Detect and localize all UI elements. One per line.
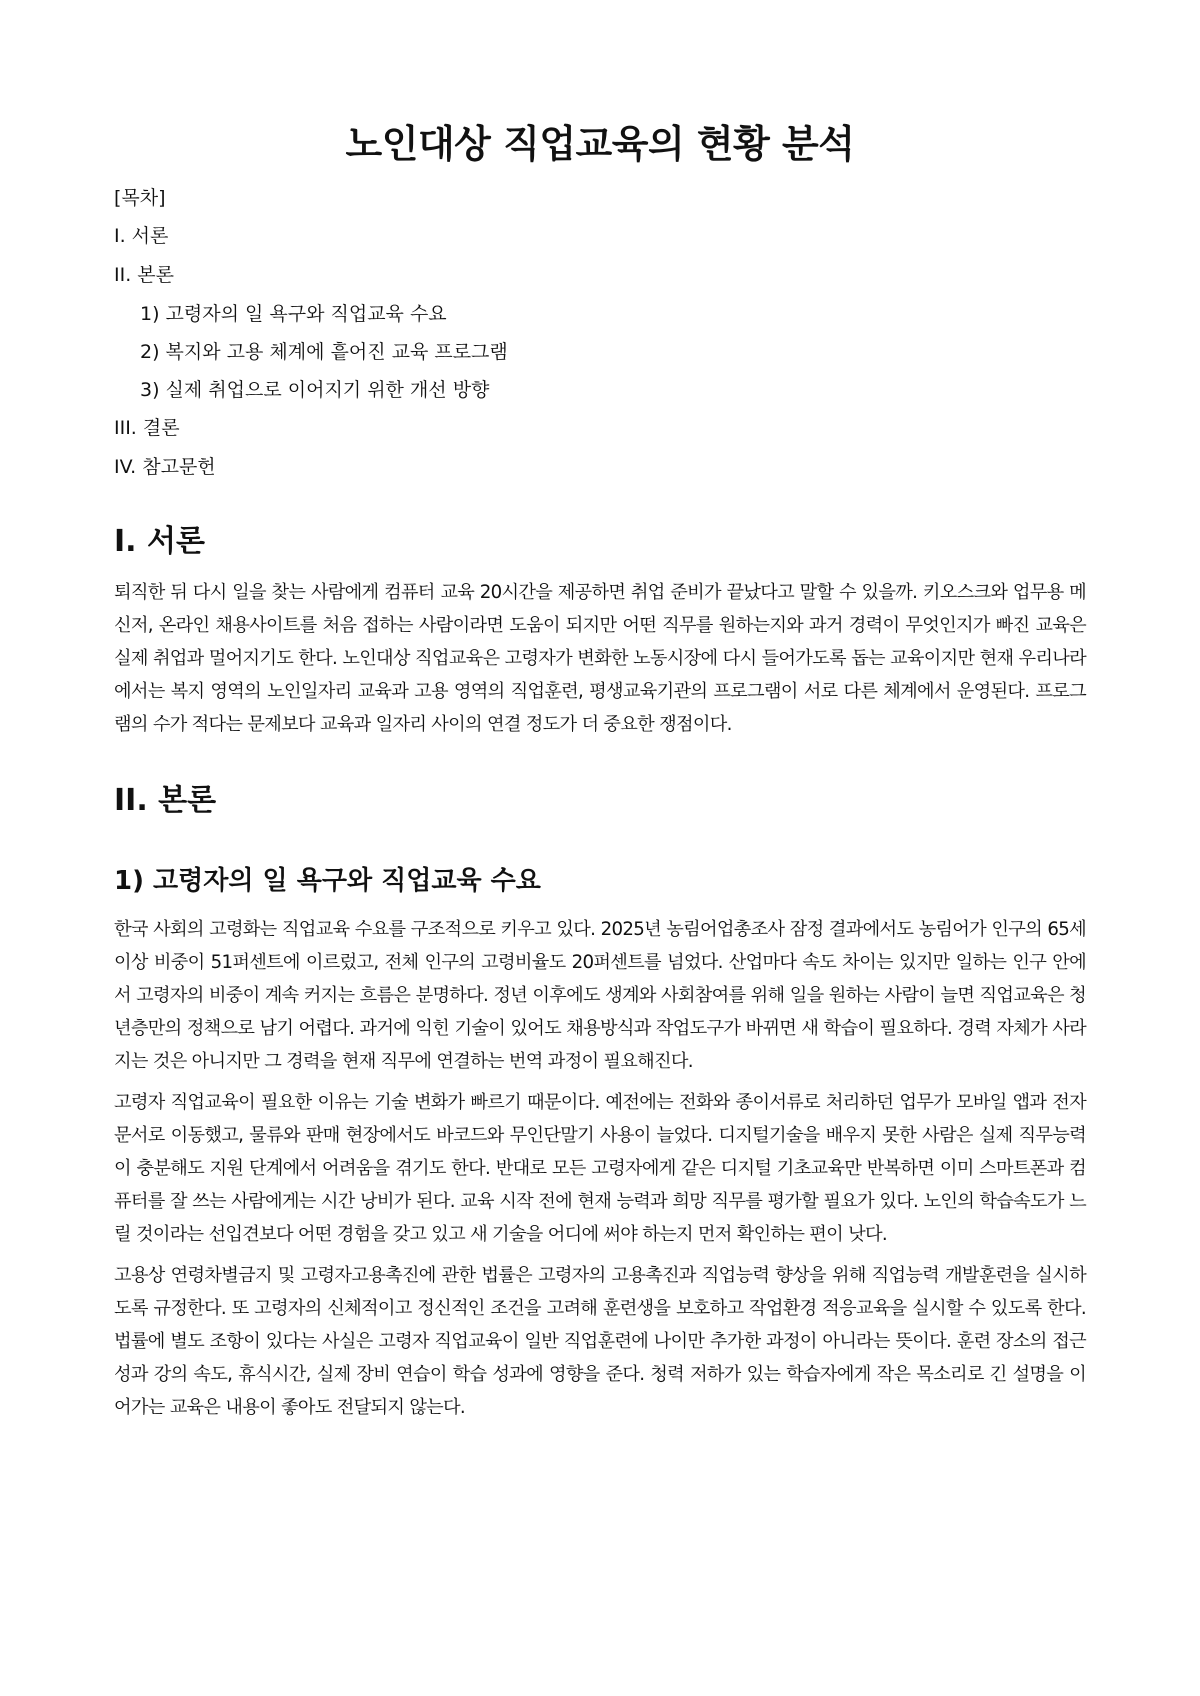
section-1-heading: 1) 고령자의 일 욕구와 직업교육 수요 (114, 866, 541, 896)
toc-item-introduction: I. 서론 (114, 225, 169, 247)
toc-item-body: II. 본론 (114, 264, 174, 286)
section-1-paragraph-2: 고령자 직업교육이 필요한 이유는 기술 변화가 빠르기 때문이다. 예전에는 전화와 종이서류로 처리하던 업무가 모바일 앱과 전자문서로 이동했고, 물류와 판매 현장에서도 바코드와 무인단말기 사용이 늘었다. 디지털기술을 배우지 못한 사람은 실제 직무능력이 충분해도 지원 단계에서 어려움을 겪기도 한다. 반대로 모든 고령자에게 같은 디지털 기초교육만 반복하면 이미 스마트폰과 컴퓨터를 잘 쓰는 사람에게는 시간 낭비가 된다. 교육 시작 전에 현재 능력과 희망 직무를 평가할 필요가 있다. 노인의 학습속도가 느릴 것이라는 선입견보다 어떤 경험을 갖고 있고 새 기술을 어디에 써야 하는지 먼저 확인하는 편이 낫다. (114, 1092, 1086, 1245)
toc-item-references: IV. 참고문헌 (114, 456, 216, 478)
table-of-contents (114, 186, 1086, 494)
introduction-paragraph: 퇴직한 뒤 다시 일을 찾는 사람에게 컴퓨터 교육 20시간을 제공하면 취업 준비가 끝났다고 말할 수 있을까. 키오스크와 업무용 메신저, 온라인 채용사이트를 처음 접하는 사람이라면 도움이 되지만 어떤 직무를 원하는지와 과거 경력이 무엇인지가 빠진 교육은 실제 취업과 멀어지기도 한다. 노인대상 직업교육은 고령자가 변화한 노동시장에 다시 들어가도록 돕는 교육이지만 현재 우리나라에서는 복지 영역의 노인일자리 교육과 고용 영역의 직업훈련, 평생교육기관의 프로그램이 서로 다른 체계에서 운영된다. 프로그램의 수가 적다는 문제보다 교육과 일자리 사이의 연결 정도가 더 중요한 쟁점이다. (114, 582, 1086, 735)
section-1-paragraph-1: 한국 사회의 고령화는 직업교육 수요를 구조적으로 키우고 있다. 2025년 농림어업총조사 잠정 결과에서도 농림어가 인구의 65세 이상 비중이 51퍼센트에 이르렀고, 전체 인구의 고령비율도 20퍼센트를 넘었다. 산업마다 속도 차이는 있지만 일하는 인구 안에서 고령자의 비중이 계속 커지는 흐름은 분명하다. 정년 이후에도 생계와 사회참여를 위해 일을 원하는 사람이 늘면 직업교육은 청년층만의 정책으로 남기 어렵다. 과거에 익힌 기술이 있어도 채용방식과 작업도구가 바뀌면 새 학습이 필요하다. 경력 자체가 사라지는 것은 아니지만 그 경력을 현재 직무에 연결하는 번역 과정이 필요해진다. (114, 919, 1086, 1072)
body-heading: II. 본론 (114, 783, 217, 818)
introduction-heading: I. 서론 (114, 524, 205, 559)
toc-item-body-section-2: 2) 복지와 고용 체계에 흩어진 교육 프로그램 (140, 341, 508, 363)
toc-item-body-section-3: 3) 실제 취업으로 이어지기 위한 개선 방향 (140, 379, 490, 401)
toc-item-conclusion: III. 결론 (114, 417, 180, 439)
toc-heading: [목차] (114, 187, 166, 209)
document-title: 노인대상 직업교육의 현황 분석 (345, 122, 855, 166)
section-1-paragraph-3: 고용상 연령차별금지 및 고령자고용촉진에 관한 법률은 고령자의 고용촉진과 직업능력 향상을 위해 직업능력 개발훈련을 실시하도록 규정한다. 또 고령자의 신체적이고 정신적인 조건을 고려해 훈련생을 보호하고 작업환경 적응교육을 실시할 수 있도록 한다. 법률에 별도 조항이 있다는 사실은 고령자 직업교육이 일반 직업훈련에 나이만 추가한 과정이 아니라는 뜻이다. 훈련 장소의 접근성과 강의 속도, 휴식시간, 실제 장비 연습이 학습 성과에 영향을 준다. 청력 저하가 있는 학습자에게 작은 목소리로 긴 설명을 이어가는 교육은 내용이 좋아도 전달되지 않는다. (114, 1265, 1086, 1418)
toc-item-body-section-1: 1) 고령자의 일 욕구와 직업교육 수요 (140, 303, 447, 325)
